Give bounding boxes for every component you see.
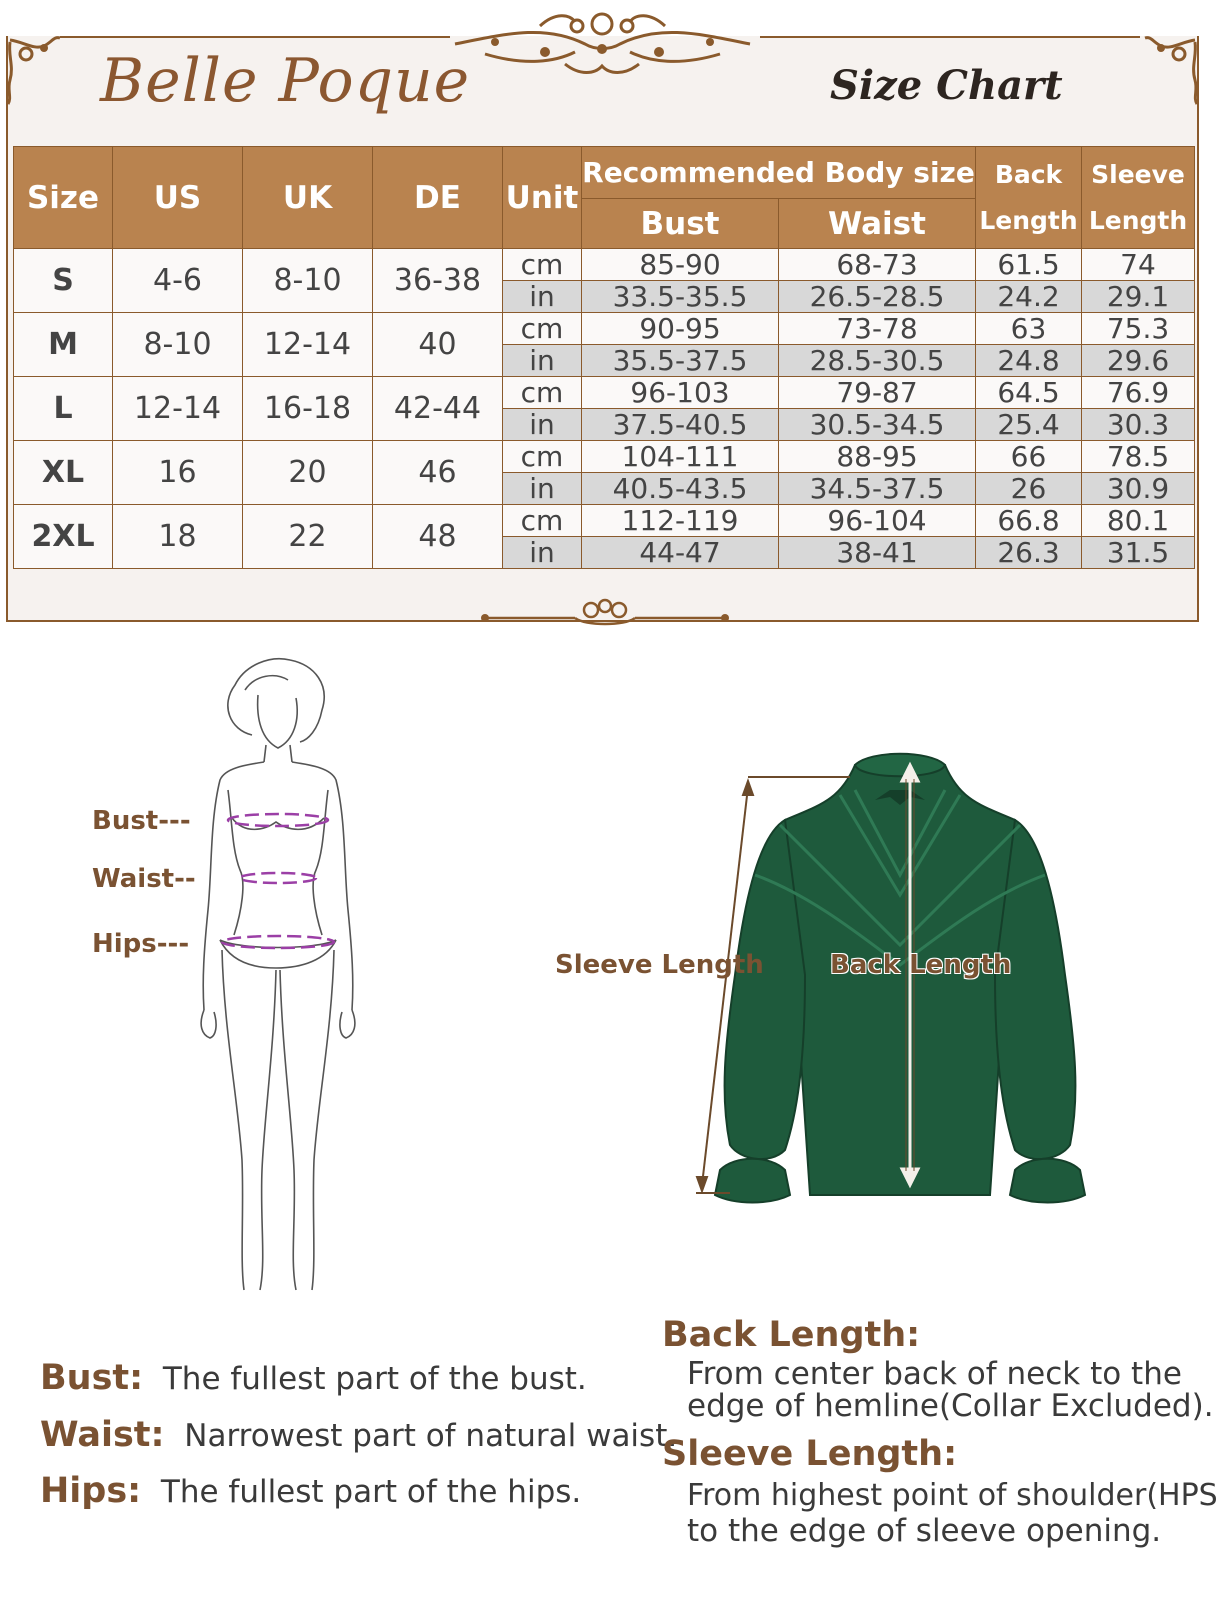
bust-cell: 90-95	[582, 313, 779, 345]
sleeve-length-text-2: to the edge of sleeve opening.	[687, 1513, 1162, 1549]
de-cell: 36-38	[373, 249, 503, 313]
unit-cell: in	[503, 409, 582, 441]
header-bust: Bust	[582, 199, 779, 249]
waist-figure-label: Waist--	[92, 864, 196, 894]
waist-cell: 88-95	[779, 441, 976, 473]
brand-logo: Belle Poque	[100, 46, 471, 116]
unit-cell: in	[503, 281, 582, 313]
size-cell: 2XL	[14, 505, 113, 569]
waist-term: Waist:	[40, 1415, 165, 1455]
header-waist: Waist	[779, 199, 976, 249]
header-us: US	[113, 147, 243, 249]
unit-cell: in	[503, 473, 582, 505]
header-recommended-body-size: Recommended Body size	[582, 147, 976, 199]
unit-cell: cm	[503, 441, 582, 473]
waist-cell: 30.5-34.5	[779, 409, 976, 441]
us-cell: 4-6	[113, 249, 243, 313]
table-row	[14, 313, 1195, 345]
sleeve-length-cell: 30.3	[1082, 409, 1195, 441]
back-length-cell: 66	[976, 441, 1082, 473]
page-title: Size Chart	[830, 62, 1063, 109]
de-cell: 40	[373, 313, 503, 377]
bust-cell: 33.5-35.5	[582, 281, 779, 313]
us-cell: 12-14	[113, 377, 243, 441]
size-cell: S	[14, 249, 113, 313]
waist-cell: 26.5-28.5	[779, 281, 976, 313]
back-length-term: Back Length:	[662, 1315, 921, 1355]
frame-top-rule-right	[760, 36, 1140, 38]
waist-cell: 96-104	[779, 505, 976, 537]
table-row	[14, 377, 1195, 409]
bust-term: Bust:	[40, 1358, 144, 1398]
bust-cell: 37.5-40.5	[582, 409, 779, 441]
sleeve-length-cell: 75.3	[1082, 313, 1195, 345]
back-length-figure-label: Back Length	[830, 950, 1012, 980]
waist-cell: 68-73	[779, 249, 976, 281]
bust-cell: 112-119	[582, 505, 779, 537]
bottom-center-ornament-icon	[475, 596, 735, 628]
sleeve-length-cell: 78.5	[1082, 441, 1195, 473]
back-length-cell: 64.5	[976, 377, 1082, 409]
back-length-cell: 25.4	[976, 409, 1082, 441]
bust-cell: 104-111	[582, 441, 779, 473]
hips-text: The fullest part of the hips.	[160, 1474, 582, 1510]
header-uk: UK	[243, 147, 373, 249]
back-length-text-2: edge of hemline(Collar Excluded).	[687, 1388, 1214, 1424]
bust-cell: 35.5-37.5	[582, 345, 779, 377]
sleeve-length-cell: 31.5	[1082, 537, 1195, 569]
back-length-cell: 66.8	[976, 505, 1082, 537]
bust-cell: 40.5-43.5	[582, 473, 779, 505]
uk-cell: 16-18	[243, 377, 373, 441]
left-corner-ornament-icon	[4, 36, 64, 106]
waist-cell: 34.5-37.5	[779, 473, 976, 505]
header-size: Size	[14, 147, 113, 249]
bust-cell: 96-103	[582, 377, 779, 409]
back-length-text-1: From center back of neck to the	[687, 1356, 1182, 1392]
back-length-cell: 24.8	[976, 345, 1082, 377]
sleeve-length-figure-label: Sleeve Length	[555, 950, 764, 980]
de-cell: 42-44	[373, 377, 503, 441]
uk-cell: 22	[243, 505, 373, 569]
sleeve-length-term: Sleeve Length:	[662, 1434, 958, 1474]
sleeve-length-cell: 29.1	[1082, 281, 1195, 313]
us-cell: 18	[113, 505, 243, 569]
unit-cell: cm	[503, 505, 582, 537]
us-cell: 8-10	[113, 313, 243, 377]
header-back-length: Back Length	[976, 147, 1082, 249]
unit-cell: in	[503, 537, 582, 569]
size-table	[13, 146, 1195, 569]
sleeve-length-cell: 80.1	[1082, 505, 1195, 537]
uk-cell: 8-10	[243, 249, 373, 313]
waist-definition	[40, 1415, 677, 1455]
sleeve-length-cell: 30.9	[1082, 473, 1195, 505]
hips-figure-label: Hips---	[92, 929, 190, 959]
us-cell: 16	[113, 441, 243, 505]
bust-cell: 85-90	[582, 249, 779, 281]
back-length-cell: 63	[976, 313, 1082, 345]
unit-cell: in	[503, 345, 582, 377]
sleeve-length-cell: 76.9	[1082, 377, 1195, 409]
de-cell: 46	[373, 441, 503, 505]
unit-cell: cm	[503, 377, 582, 409]
unit-cell: cm	[503, 313, 582, 345]
size-cell: XL	[14, 441, 113, 505]
sleeve-length-text-1: From highest point of shoulder(HPS	[687, 1478, 1218, 1513]
back-length-cell: 26	[976, 473, 1082, 505]
hips-definition	[40, 1471, 581, 1511]
right-corner-ornament-icon	[1141, 36, 1201, 106]
body-figure-illustration	[190, 650, 370, 1300]
back-length-cell: 26.3	[976, 537, 1082, 569]
top-center-ornament-icon	[445, 4, 760, 84]
frame-top-rule-left	[60, 36, 450, 38]
bust-cell: 44-47	[582, 537, 779, 569]
table-row	[14, 249, 1195, 281]
table-row	[14, 441, 1195, 473]
unit-cell: cm	[503, 249, 582, 281]
bust-definition	[40, 1358, 587, 1398]
size-cell: M	[14, 313, 113, 377]
hips-term: Hips:	[40, 1471, 142, 1511]
back-length-cell: 24.2	[976, 281, 1082, 313]
size-cell: L	[14, 377, 113, 441]
table-row	[14, 505, 1195, 537]
back-length-cell: 61.5	[976, 249, 1082, 281]
de-cell: 48	[373, 505, 503, 569]
uk-cell: 12-14	[243, 313, 373, 377]
waist-text: Narrowest part of natural waist.	[184, 1418, 678, 1454]
uk-cell: 20	[243, 441, 373, 505]
header-sleeve-length: Sleeve Length	[1082, 147, 1195, 249]
sleeve-length-cell: 29.6	[1082, 345, 1195, 377]
waist-cell: 38-41	[779, 537, 976, 569]
sleeve-length-cell: 74	[1082, 249, 1195, 281]
bust-text: The fullest part of the bust.	[162, 1361, 587, 1397]
waist-cell: 73-78	[779, 313, 976, 345]
header-de: DE	[373, 147, 503, 249]
waist-cell: 28.5-30.5	[779, 345, 976, 377]
waist-cell: 79-87	[779, 377, 976, 409]
header-unit: Unit	[503, 147, 582, 249]
bust-figure-label: Bust---	[92, 806, 191, 836]
